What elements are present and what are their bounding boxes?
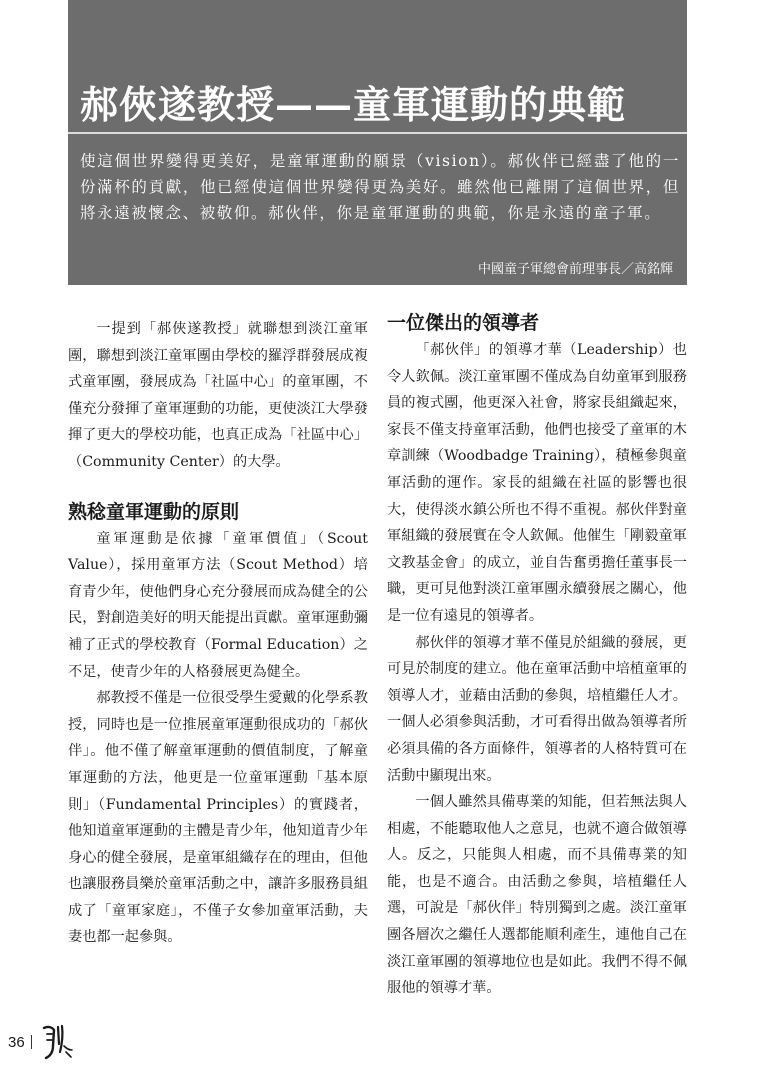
intro-paragraph: 使這個世界變得更美好，是童軍運動的願景（vision）。郝伙伴已經盡了他的一份滿杯的貢獻，他已經使這個世界變得更為美好。雖然他已離開了這個世界，但將永遠被懷念、被敬仰。郝伙伴，你是童軍運動的典範，你是永遠的童子軍。 xyxy=(80,152,680,222)
section-heading: 熟稔童軍運動的原則 xyxy=(68,500,240,523)
header-banner xyxy=(68,0,687,285)
footer-divider xyxy=(31,1035,32,1049)
page-footer xyxy=(8,1022,78,1062)
body-paragraph: 郝伙伴的領導才華不僅見於組織的發展，更可見於制度的建立。他在童軍活動中培植童軍的領導人才，並藉由活動的參與，培植繼任人才。一個人必須參與活動，才可看得出做為領導者所必須具備的各方面條件，領導者的人格特質可在活動中顯現出來。 xyxy=(387,634,687,784)
body-paragraph: 童軍運動是依據「童軍價值」（Scout Value），採用童軍方法（Scout Method）培育青少年，使他們身心充分發展而成為健全的公民，對創造美好的明天能提出貢獻。童軍運動彌補了正式的學校教育（Formal Education）之不足，使青少年的人格發展更為健全。 xyxy=(68,530,368,680)
left-column xyxy=(68,316,368,951)
title-divider xyxy=(68,132,687,134)
body-paragraph: 「郝伙伴」的領導才華（Leadership）也令人欽佩。淡江童軍團不僅成為自幼童軍到服務員的複式團，他更深入社會，將家長組織起來，家長不僅支持童軍活動，他們也接受了童軍的木章訓練（Woodbadge Training），積極參與童軍活動的運作。家長的組織在社區的影響也很大，使得淡水鎮公所也不得不重視。郝伙伴對童軍組織的發展實在令人欽佩。他催生「剛毅童軍文教基金會」的成立，並自告奮勇擔任董事長一職，更可見他對淡江童軍團永續發展之關心，他是一位有遠見的領導者。 xyxy=(387,342,687,624)
page-title: 郝俠遂教授——童軍運動的典範 xyxy=(80,82,627,127)
body-paragraph: 郝教授不僅是一位很受學生愛戴的化學系教授，同時也是一位推展童軍運動很成功的「郝伙伴」。他不僅了解童軍運動的價值制度，了解童軍運動的方法，他更是一位童軍運動「基本原則」（Fundamental Principles）的實踐者，他知道童軍運動的主體是青少年，他知道青少年身心的健全發展，是童軍組織存在的理由，但他也讓服務員樂於童軍活動之中，讓許多服務員組成了「童軍家庭」，不僅子女參加童軍活動，夫妻也都一起參與。 xyxy=(68,690,368,946)
right-column xyxy=(387,309,687,1002)
author-attribution: 中國童子軍總會前理事長／高銘輝 xyxy=(477,262,673,277)
page-number: 36 xyxy=(8,1033,25,1051)
body-paragraph: 一提到「郝俠遂教授」就聯想到淡江童軍團，聯想到淡江童軍團由學校的羅浮群發展成複式童軍團，發展成為「社區中心」的童軍團，不僅充分發揮了童軍運動的功能，更使淡江大學發揮了更大的學校功能，也真正成為「社區中心」（Community Center）的大學。 xyxy=(68,321,368,470)
calligraphy-logo-icon xyxy=(38,1022,78,1062)
section-heading: 一位傑出的領導者 xyxy=(387,312,540,334)
body-paragraph: 一個人雖然具備專業的知能，但若無法與人相處，不能聽取他人之意見，也就不適合做領導人。反之，只能與人相處，而不具備專業的知能，也是不適合。由活動之參與，培植繼任人選，可說是「郝伙伴」特別獨到之處。淡江童軍團各層次之繼任人選都能順利產生，連他自己在淡江童軍團的領導地位也是如此。我們不得不佩服他的領導才華。 xyxy=(387,794,687,997)
